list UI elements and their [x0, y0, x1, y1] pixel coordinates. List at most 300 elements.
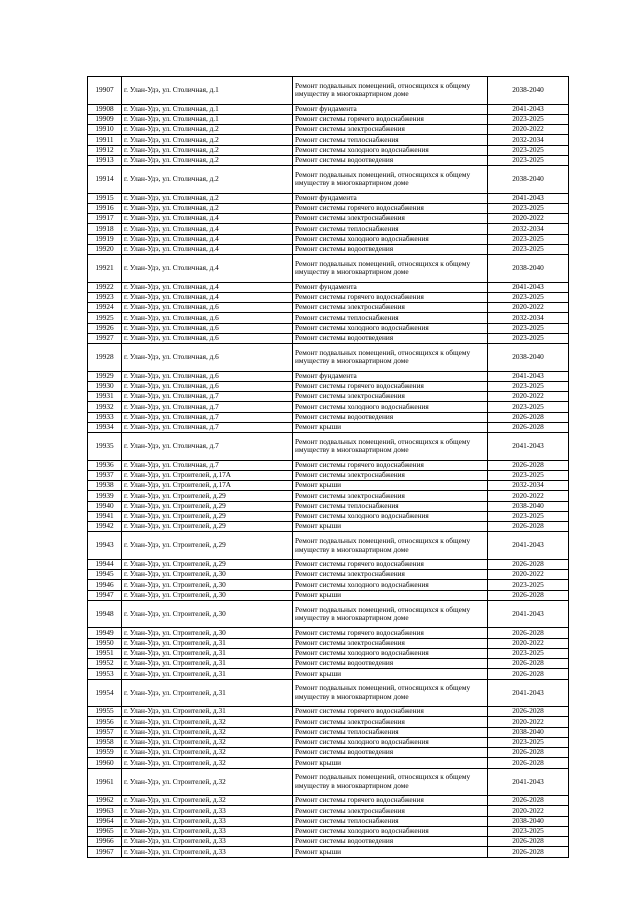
- address-cell: г. Улан-Удэ, ул. Столичная, д.6: [122, 371, 293, 381]
- period-cell: 2041-2043: [488, 433, 569, 461]
- work-type-cell: Ремонт крыши: [293, 481, 488, 491]
- table-body: [88, 77, 569, 858]
- period-cell: 2041-2043: [488, 532, 569, 560]
- row-id-cell: 19928: [88, 344, 122, 372]
- work-type-cell: Ремонт системы электроснабжения: [293, 392, 488, 402]
- row-id-cell: 19910: [88, 125, 122, 135]
- table-row: [88, 422, 569, 432]
- address-cell: г. Улан-Удэ, ул. Столичная, д.6: [122, 313, 293, 323]
- period-cell: 2032-2034: [488, 135, 569, 145]
- table-row: [88, 638, 569, 648]
- address-cell: г. Улан-Удэ, ул. Строителей, д.33: [122, 847, 293, 857]
- period-cell: 2038-2040: [488, 77, 569, 105]
- row-id-cell: 19936: [88, 460, 122, 470]
- table-row: [88, 826, 569, 836]
- row-id-cell: 19964: [88, 816, 122, 826]
- period-cell: 2026-2028: [488, 748, 569, 758]
- address-cell: г. Улан-Удэ, ул. Строителей, д.17А: [122, 470, 293, 480]
- work-type-cell: Ремонт системы теплоснабжения: [293, 224, 488, 234]
- work-type-cell: Ремонт системы горячего водоснабжения: [293, 707, 488, 717]
- period-cell: 2023-2025: [488, 381, 569, 391]
- work-type-cell: Ремонт подвальных помещений, относящихся к общему имуществу в многоквартирном доме: [293, 679, 488, 707]
- row-id-cell: 19907: [88, 77, 122, 105]
- address-cell: г. Улан-Удэ, ул. Столичная, д.2: [122, 193, 293, 203]
- table-row: [88, 460, 569, 470]
- work-type-cell: Ремонт подвальных помещений, относящихся к общему имуществу в многоквартирном доме: [293, 77, 488, 105]
- row-id-cell: 19937: [88, 470, 122, 480]
- row-id-cell: 19942: [88, 522, 122, 532]
- address-cell: г. Улан-Удэ, ул. Столичная, д.2: [122, 135, 293, 145]
- period-cell: 2020-2022: [488, 806, 569, 816]
- work-type-cell: Ремонт системы электроснабжения: [293, 806, 488, 816]
- table-row: [88, 344, 569, 372]
- address-cell: г. Улан-Удэ, ул. Столичная, д.2: [122, 203, 293, 213]
- address-cell: г. Улан-Удэ, ул. Столичная, д.1: [122, 104, 293, 114]
- period-cell: 2026-2028: [488, 460, 569, 470]
- address-cell: г. Улан-Удэ, ул. Столичная, д.4: [122, 292, 293, 302]
- period-cell: 2041-2043: [488, 282, 569, 292]
- row-id-cell: 19915: [88, 193, 122, 203]
- period-cell: 2023-2025: [488, 826, 569, 836]
- row-id-cell: 19912: [88, 145, 122, 155]
- table-row: [88, 522, 569, 532]
- table-row: [88, 166, 569, 194]
- work-type-cell: Ремонт системы горячего водоснабжения: [293, 203, 488, 213]
- period-cell: 2023-2025: [488, 292, 569, 302]
- table-row: [88, 628, 569, 638]
- row-id-cell: 19958: [88, 737, 122, 747]
- address-cell: г. Улан-Удэ, ул. Столичная, д.6: [122, 323, 293, 333]
- table-row: [88, 470, 569, 480]
- work-type-cell: Ремонт системы холодного водоснабжения: [293, 580, 488, 590]
- address-cell: г. Улан-Удэ, ул. Строителей, д.30: [122, 600, 293, 628]
- repair-schedule-sheet: [87, 76, 568, 858]
- address-cell: г. Улан-Удэ, ул. Столичная, д.6: [122, 344, 293, 372]
- row-id-cell: 19916: [88, 203, 122, 213]
- work-type-cell: Ремонт системы электроснабжения: [293, 717, 488, 727]
- row-id-cell: 19914: [88, 166, 122, 194]
- table-row: [88, 559, 569, 569]
- row-id-cell: 19940: [88, 501, 122, 511]
- work-type-cell: Ремонт системы холодного водоснабжения: [293, 511, 488, 521]
- row-id-cell: 19911: [88, 135, 122, 145]
- row-id-cell: 19962: [88, 796, 122, 806]
- address-cell: г. Улан-Удэ, ул. Столичная, д.6: [122, 381, 293, 391]
- row-id-cell: 19946: [88, 580, 122, 590]
- table-row: [88, 580, 569, 590]
- table-row: [88, 255, 569, 283]
- table-row: [88, 114, 569, 124]
- period-cell: 2041-2043: [488, 679, 569, 707]
- period-cell: 2023-2025: [488, 580, 569, 590]
- row-id-cell: 19952: [88, 659, 122, 669]
- period-cell: 2020-2022: [488, 491, 569, 501]
- work-type-cell: Ремонт подвальных помещений, относящихся к общему имуществу в многоквартирном доме: [293, 166, 488, 194]
- period-cell: 2032-2034: [488, 313, 569, 323]
- work-type-cell: Ремонт подвальных помещений, относящихся к общему имуществу в многоквартирном доме: [293, 532, 488, 560]
- work-type-cell: Ремонт системы холодного водоснабжения: [293, 145, 488, 155]
- table-row: [88, 481, 569, 491]
- row-id-cell: 19953: [88, 669, 122, 679]
- table-row: [88, 737, 569, 747]
- period-cell: 2020-2022: [488, 303, 569, 313]
- table-row: [88, 282, 569, 292]
- work-type-cell: Ремонт системы холодного водоснабжения: [293, 323, 488, 333]
- work-type-cell: Ремонт системы горячего водоснабжения: [293, 796, 488, 806]
- work-type-cell: Ремонт системы электроснабжения: [293, 470, 488, 480]
- period-cell: 2038-2040: [488, 501, 569, 511]
- table-row: [88, 758, 569, 768]
- address-cell: г. Улан-Удэ, ул. Столичная, д.2: [122, 145, 293, 155]
- table-row: [88, 224, 569, 234]
- table-row: [88, 193, 569, 203]
- row-id-cell: 19918: [88, 224, 122, 234]
- address-cell: г. Улан-Удэ, ул. Строителей, д.29: [122, 501, 293, 511]
- work-type-cell: Ремонт системы водоотведения: [293, 333, 488, 343]
- table-row: [88, 532, 569, 560]
- work-type-cell: Ремонт фундамента: [293, 104, 488, 114]
- table-row: [88, 648, 569, 658]
- address-cell: г. Улан-Удэ, ул. Строителей, д.31: [122, 638, 293, 648]
- address-cell: г. Улан-Удэ, ул. Строителей, д.32: [122, 717, 293, 727]
- row-id-cell: 19960: [88, 758, 122, 768]
- work-type-cell: Ремонт системы водоотведения: [293, 155, 488, 165]
- row-id-cell: 19963: [88, 806, 122, 816]
- table-row: [88, 392, 569, 402]
- period-cell: 2026-2028: [488, 796, 569, 806]
- period-cell: 2020-2022: [488, 392, 569, 402]
- row-id-cell: 19931: [88, 392, 122, 402]
- table-row: [88, 501, 569, 511]
- table-row: [88, 145, 569, 155]
- period-cell: 2026-2028: [488, 590, 569, 600]
- row-id-cell: 19950: [88, 638, 122, 648]
- work-type-cell: Ремонт системы водоотведения: [293, 659, 488, 669]
- period-cell: 2023-2025: [488, 470, 569, 480]
- address-cell: г. Улан-Удэ, ул. Строителей, д.30: [122, 628, 293, 638]
- table-row: [88, 748, 569, 758]
- work-type-cell: Ремонт системы теплоснабжения: [293, 816, 488, 826]
- row-id-cell: 19957: [88, 727, 122, 737]
- row-id-cell: 19941: [88, 511, 122, 521]
- work-type-cell: Ремонт крыши: [293, 422, 488, 432]
- address-cell: г. Улан-Удэ, ул. Столичная, д.2: [122, 125, 293, 135]
- work-type-cell: Ремонт системы теплоснабжения: [293, 135, 488, 145]
- row-id-cell: 19909: [88, 114, 122, 124]
- address-cell: г. Улан-Удэ, ул. Строителей, д.29: [122, 511, 293, 521]
- period-cell: 2026-2028: [488, 707, 569, 717]
- work-type-cell: Ремонт фундамента: [293, 193, 488, 203]
- address-cell: г. Улан-Удэ, ул. Столичная, д.4: [122, 244, 293, 254]
- work-type-cell: Ремонт системы водоотведения: [293, 748, 488, 758]
- period-cell: 2038-2040: [488, 727, 569, 737]
- table-row: [88, 313, 569, 323]
- table-row: [88, 511, 569, 521]
- address-cell: г. Улан-Удэ, ул. Строителей, д.32: [122, 768, 293, 796]
- work-type-cell: Ремонт подвальных помещений, относящихся к общему имуществу в многоквартирном доме: [293, 255, 488, 283]
- table-row: [88, 669, 569, 679]
- period-cell: 2026-2028: [488, 422, 569, 432]
- address-cell: г. Улан-Удэ, ул. Столичная, д.4: [122, 234, 293, 244]
- address-cell: г. Улан-Удэ, ул. Строителей, д.33: [122, 816, 293, 826]
- period-cell: 2023-2025: [488, 244, 569, 254]
- row-id-cell: 19913: [88, 155, 122, 165]
- period-cell: 2020-2022: [488, 125, 569, 135]
- period-cell: 2026-2028: [488, 758, 569, 768]
- period-cell: 2041-2043: [488, 768, 569, 796]
- period-cell: 2023-2025: [488, 203, 569, 213]
- work-type-cell: Ремонт крыши: [293, 590, 488, 600]
- work-type-cell: Ремонт системы горячего водоснабжения: [293, 559, 488, 569]
- period-cell: 2020-2022: [488, 570, 569, 580]
- row-id-cell: 19922: [88, 282, 122, 292]
- table-row: [88, 433, 569, 461]
- table-row: [88, 214, 569, 224]
- row-id-cell: 19949: [88, 628, 122, 638]
- row-id-cell: 19959: [88, 748, 122, 758]
- work-type-cell: Ремонт системы электроснабжения: [293, 125, 488, 135]
- table-row: [88, 707, 569, 717]
- row-id-cell: 19925: [88, 313, 122, 323]
- address-cell: г. Улан-Удэ, ул. Строителей, д.29: [122, 532, 293, 560]
- address-cell: г. Улан-Удэ, ул. Строителей, д.29: [122, 559, 293, 569]
- work-type-cell: Ремонт крыши: [293, 522, 488, 532]
- work-type-cell: Ремонт системы теплоснабжения: [293, 501, 488, 511]
- period-cell: 2026-2028: [488, 628, 569, 638]
- table-row: [88, 796, 569, 806]
- address-cell: г. Улан-Удэ, ул. Строителей, д.33: [122, 806, 293, 816]
- address-cell: г. Улан-Удэ, ул. Столичная, д.7: [122, 392, 293, 402]
- work-type-cell: Ремонт фундамента: [293, 371, 488, 381]
- period-cell: 2041-2043: [488, 600, 569, 628]
- period-cell: 2026-2028: [488, 412, 569, 422]
- address-cell: г. Улан-Удэ, ул. Столичная, д.6: [122, 333, 293, 343]
- table-row: [88, 155, 569, 165]
- period-cell: 2041-2043: [488, 193, 569, 203]
- table-row: [88, 600, 569, 628]
- period-cell: 2023-2025: [488, 737, 569, 747]
- work-type-cell: Ремонт системы горячего водоснабжения: [293, 460, 488, 470]
- address-cell: г. Улан-Удэ, ул. Столичная, д.7: [122, 412, 293, 422]
- table-row: [88, 323, 569, 333]
- row-id-cell: 19921: [88, 255, 122, 283]
- period-cell: 2023-2025: [488, 402, 569, 412]
- table-row: [88, 381, 569, 391]
- row-id-cell: 19966: [88, 837, 122, 847]
- table-row: [88, 491, 569, 501]
- work-type-cell: Ремонт системы холодного водоснабжения: [293, 234, 488, 244]
- row-id-cell: 19943: [88, 532, 122, 560]
- table-row: [88, 125, 569, 135]
- address-cell: г. Улан-Удэ, ул. Строителей, д.29: [122, 491, 293, 501]
- work-type-cell: Ремонт фундамента: [293, 282, 488, 292]
- work-type-cell: Ремонт системы холодного водоснабжения: [293, 648, 488, 658]
- address-cell: г. Улан-Удэ, ул. Столичная, д.7: [122, 422, 293, 432]
- row-id-cell: 19939: [88, 491, 122, 501]
- period-cell: 2023-2025: [488, 511, 569, 521]
- work-type-cell: Ремонт системы холодного водоснабжения: [293, 826, 488, 836]
- address-cell: г. Улан-Удэ, ул. Строителей, д.32: [122, 737, 293, 747]
- period-cell: 2026-2028: [488, 659, 569, 669]
- address-cell: г. Улан-Удэ, ул. Строителей, д.30: [122, 570, 293, 580]
- period-cell: 2032-2034: [488, 224, 569, 234]
- row-id-cell: 19926: [88, 323, 122, 333]
- period-cell: 2026-2028: [488, 837, 569, 847]
- work-type-cell: Ремонт системы электроснабжения: [293, 570, 488, 580]
- address-cell: г. Улан-Удэ, ул. Строителей, д.17А: [122, 481, 293, 491]
- table-row: [88, 412, 569, 422]
- row-id-cell: 19929: [88, 371, 122, 381]
- table-row: [88, 234, 569, 244]
- address-cell: г. Улан-Удэ, ул. Столичная, д.4: [122, 282, 293, 292]
- work-type-cell: Ремонт подвальных помещений, относящихся к общему имуществу в многоквартирном доме: [293, 600, 488, 628]
- address-cell: г. Улан-Удэ, ул. Строителей, д.33: [122, 826, 293, 836]
- period-cell: 2038-2040: [488, 816, 569, 826]
- table-row: [88, 203, 569, 213]
- address-cell: г. Улан-Удэ, ул. Столичная, д.7: [122, 402, 293, 412]
- address-cell: г. Улан-Удэ, ул. Строителей, д.32: [122, 727, 293, 737]
- work-type-cell: Ремонт системы горячего водоснабжения: [293, 292, 488, 302]
- address-cell: г. Улан-Удэ, ул. Строителей, д.31: [122, 648, 293, 658]
- work-type-cell: Ремонт системы электроснабжения: [293, 638, 488, 648]
- table-row: [88, 727, 569, 737]
- work-type-cell: Ремонт системы водоотведения: [293, 412, 488, 422]
- period-cell: 2020-2022: [488, 638, 569, 648]
- work-type-cell: Ремонт системы горячего водоснабжения: [293, 628, 488, 638]
- period-cell: 2020-2022: [488, 717, 569, 727]
- period-cell: 2041-2043: [488, 371, 569, 381]
- row-id-cell: 19920: [88, 244, 122, 254]
- period-cell: 2023-2025: [488, 234, 569, 244]
- table-row: [88, 717, 569, 727]
- work-type-cell: Ремонт крыши: [293, 758, 488, 768]
- row-id-cell: 19967: [88, 847, 122, 857]
- table-row: [88, 806, 569, 816]
- period-cell: 2026-2028: [488, 559, 569, 569]
- address-cell: г. Улан-Удэ, ул. Столичная, д.1: [122, 77, 293, 105]
- row-id-cell: 19908: [88, 104, 122, 114]
- address-cell: г. Улан-Удэ, ул. Столичная, д.4: [122, 214, 293, 224]
- address-cell: г. Улан-Удэ, ул. Строителей, д.32: [122, 796, 293, 806]
- row-id-cell: 19947: [88, 590, 122, 600]
- row-id-cell: 19919: [88, 234, 122, 244]
- row-id-cell: 19927: [88, 333, 122, 343]
- address-cell: г. Улан-Удэ, ул. Столичная, д.4: [122, 255, 293, 283]
- period-cell: 2020-2022: [488, 214, 569, 224]
- table-row: [88, 570, 569, 580]
- work-type-cell: Ремонт системы водоотведения: [293, 244, 488, 254]
- row-id-cell: 19951: [88, 648, 122, 658]
- period-cell: 2023-2025: [488, 145, 569, 155]
- address-cell: г. Улан-Удэ, ул. Столичная, д.1: [122, 114, 293, 124]
- address-cell: г. Улан-Удэ, ул. Столичная, д.7: [122, 460, 293, 470]
- address-cell: г. Улан-Удэ, ул. Строителей, д.33: [122, 837, 293, 847]
- row-id-cell: 19955: [88, 707, 122, 717]
- row-id-cell: 19933: [88, 412, 122, 422]
- row-id-cell: 19948: [88, 600, 122, 628]
- address-cell: г. Улан-Удэ, ул. Столичная, д.4: [122, 224, 293, 234]
- row-id-cell: 19917: [88, 214, 122, 224]
- row-id-cell: 19954: [88, 679, 122, 707]
- table-row: [88, 292, 569, 302]
- work-type-cell: Ремонт системы теплоснабжения: [293, 727, 488, 737]
- address-cell: г. Улан-Удэ, ул. Столичная, д.2: [122, 155, 293, 165]
- work-type-cell: Ремонт системы холодного водоснабжения: [293, 737, 488, 747]
- row-id-cell: 19930: [88, 381, 122, 391]
- period-cell: 2023-2025: [488, 114, 569, 124]
- address-cell: г. Улан-Удэ, ул. Строителей, д.31: [122, 707, 293, 717]
- row-id-cell: 19965: [88, 826, 122, 836]
- row-id-cell: 19934: [88, 422, 122, 432]
- work-type-cell: Ремонт системы горячего водоснабжения: [293, 114, 488, 124]
- address-cell: г. Улан-Удэ, ул. Строителей, д.31: [122, 659, 293, 669]
- address-cell: г. Улан-Удэ, ул. Строителей, д.30: [122, 590, 293, 600]
- period-cell: 2038-2040: [488, 344, 569, 372]
- row-id-cell: 19932: [88, 402, 122, 412]
- address-cell: г. Улан-Удэ, ул. Строителей, д.31: [122, 679, 293, 707]
- work-type-cell: Ремонт крыши: [293, 847, 488, 857]
- row-id-cell: 19938: [88, 481, 122, 491]
- table-row: [88, 768, 569, 796]
- address-cell: г. Улан-Удэ, ул. Строителей, д.31: [122, 669, 293, 679]
- row-id-cell: 19956: [88, 717, 122, 727]
- table-row: [88, 303, 569, 313]
- row-id-cell: 19923: [88, 292, 122, 302]
- row-id-cell: 19935: [88, 433, 122, 461]
- table-row: [88, 333, 569, 343]
- work-type-cell: Ремонт подвальных помещений, относящихся к общему имуществу в многоквартирном доме: [293, 768, 488, 796]
- address-cell: г. Улан-Удэ, ул. Строителей, д.30: [122, 580, 293, 590]
- row-id-cell: 19945: [88, 570, 122, 580]
- work-type-cell: Ремонт системы теплоснабжения: [293, 313, 488, 323]
- table-row: [88, 244, 569, 254]
- address-cell: г. Улан-Удэ, ул. Строителей, д.32: [122, 748, 293, 758]
- period-cell: 2041-2043: [488, 104, 569, 114]
- work-type-cell: Ремонт подвальных помещений, относящихся к общему имуществу в многоквартирном доме: [293, 433, 488, 461]
- address-cell: г. Улан-Удэ, ул. Столичная, д.6: [122, 303, 293, 313]
- table-row: [88, 816, 569, 826]
- work-type-cell: Ремонт системы холодного водоснабжения: [293, 402, 488, 412]
- table-row: [88, 659, 569, 669]
- period-cell: 2026-2028: [488, 847, 569, 857]
- work-type-cell: Ремонт системы водоотведения: [293, 837, 488, 847]
- period-cell: 2032-2034: [488, 481, 569, 491]
- work-type-cell: Ремонт системы электроснабжения: [293, 214, 488, 224]
- work-type-cell: Ремонт подвальных помещений, относящихся к общему имуществу в многоквартирном доме: [293, 344, 488, 372]
- work-type-cell: Ремонт крыши: [293, 669, 488, 679]
- address-cell: г. Улан-Удэ, ул. Строителей, д.29: [122, 522, 293, 532]
- row-id-cell: 19944: [88, 559, 122, 569]
- table-row: [88, 590, 569, 600]
- table-row: [88, 679, 569, 707]
- table-row: [88, 847, 569, 857]
- period-cell: 2023-2025: [488, 333, 569, 343]
- table-row: [88, 371, 569, 381]
- period-cell: 2038-2040: [488, 255, 569, 283]
- table-row: [88, 77, 569, 105]
- period-cell: 2023-2025: [488, 155, 569, 165]
- period-cell: 2026-2028: [488, 522, 569, 532]
- period-cell: 2023-2025: [488, 648, 569, 658]
- work-type-cell: Ремонт системы электроснабжения: [293, 491, 488, 501]
- table-row: [88, 837, 569, 847]
- address-cell: г. Улан-Удэ, ул. Столичная, д.2: [122, 166, 293, 194]
- period-cell: 2023-2025: [488, 323, 569, 333]
- table-row: [88, 135, 569, 145]
- address-cell: г. Улан-Удэ, ул. Строителей, д.32: [122, 758, 293, 768]
- period-cell: 2026-2028: [488, 669, 569, 679]
- row-id-cell: 19961: [88, 768, 122, 796]
